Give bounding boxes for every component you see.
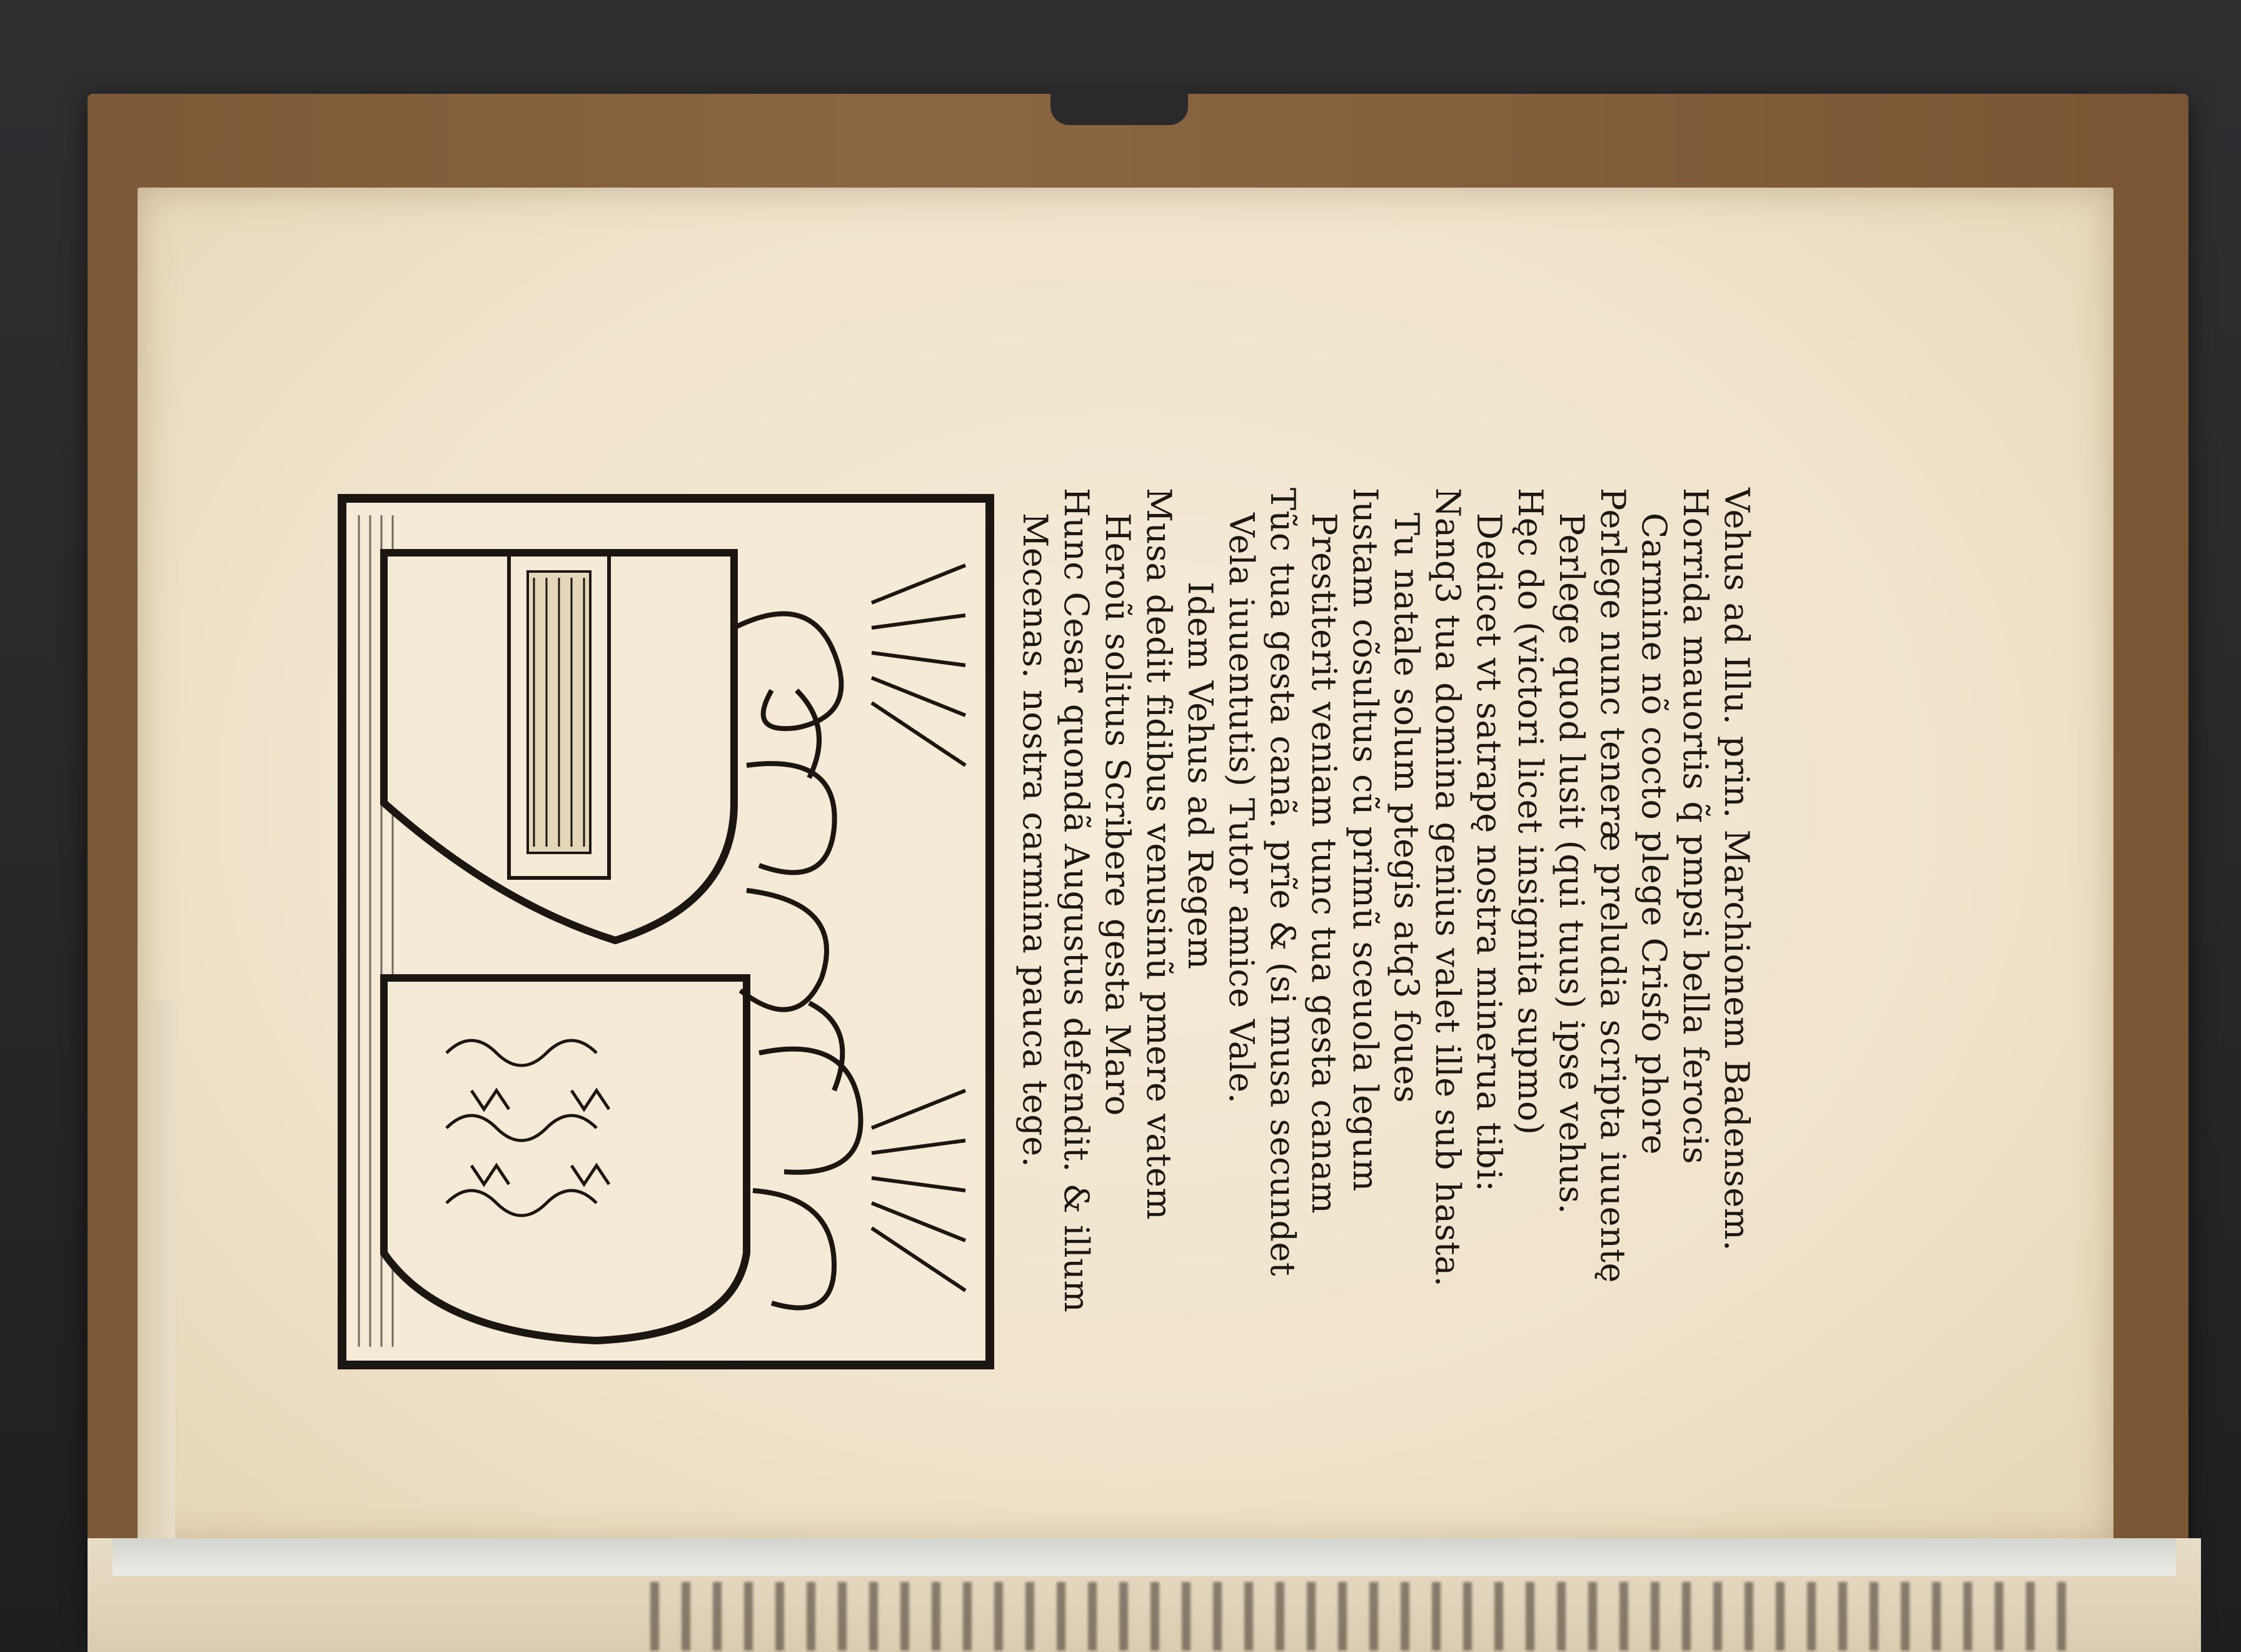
coat-of-arms-woodcut (338, 494, 994, 1369)
coat-of-arms-icon (346, 503, 985, 1361)
text-line: Nanq3 tua domina genius valet ille sub hasta. (1428, 488, 1468, 1287)
text-line: Dedicet vt satrapę nostra minerua tibi: (1469, 513, 1509, 1192)
text-line: Prestiterit veniam tunc tua gesta canam (1304, 513, 1344, 1214)
text-line: Musa dedit fidibus venusinũ pmere vatem (1139, 488, 1179, 1221)
poem-text-block (1015, 488, 1757, 1313)
text-line: Horrida mauortis q̃ pmpsi bella ferocis (1676, 488, 1715, 1164)
text-line: Perlege nunc teneræ preludia scripta iuuentę (1593, 488, 1633, 1283)
page-fold (113, 1538, 2176, 1576)
text-line: Mecenas. nostra carmina pauca tege. (1015, 513, 1055, 1168)
text-line: Perlege quod lusit (qui tuus) ipse vehus. (1552, 513, 1591, 1215)
text-line: Tũc tua gesta canã. prĩe & (si musa secundet (1263, 488, 1302, 1277)
text-line: Hunc Cesar quondã Augustus defendit. & illum (1057, 488, 1096, 1313)
facing-page-text (650, 1582, 2088, 1651)
page-edge (138, 1000, 175, 1538)
binding-notch (1050, 88, 1188, 125)
heading-line: Vehus ad Illu. prin. Marchionem Badensem. (1717, 488, 1756, 1252)
text-line: Carmine nõ cocto plege Crisfo phore (1634, 513, 1674, 1155)
facing-page-edge (88, 1538, 2201, 1652)
text-line: Hęc do (victori licet insignita supmo) (1511, 488, 1550, 1136)
text-line: Heroũ solitus Scribere gesta Maro (1098, 513, 1137, 1116)
text-line: Tu natale solum ptegis atq3 foues (1387, 513, 1426, 1104)
text-line: Iustam cõsultus cũ primũ sceuola legum (1346, 488, 1385, 1192)
text-line: Vela iuuentutis) Tutor amice Vale. (1222, 513, 1261, 1104)
subheading-line: Idem Vehus ad Regem (1181, 582, 1220, 970)
